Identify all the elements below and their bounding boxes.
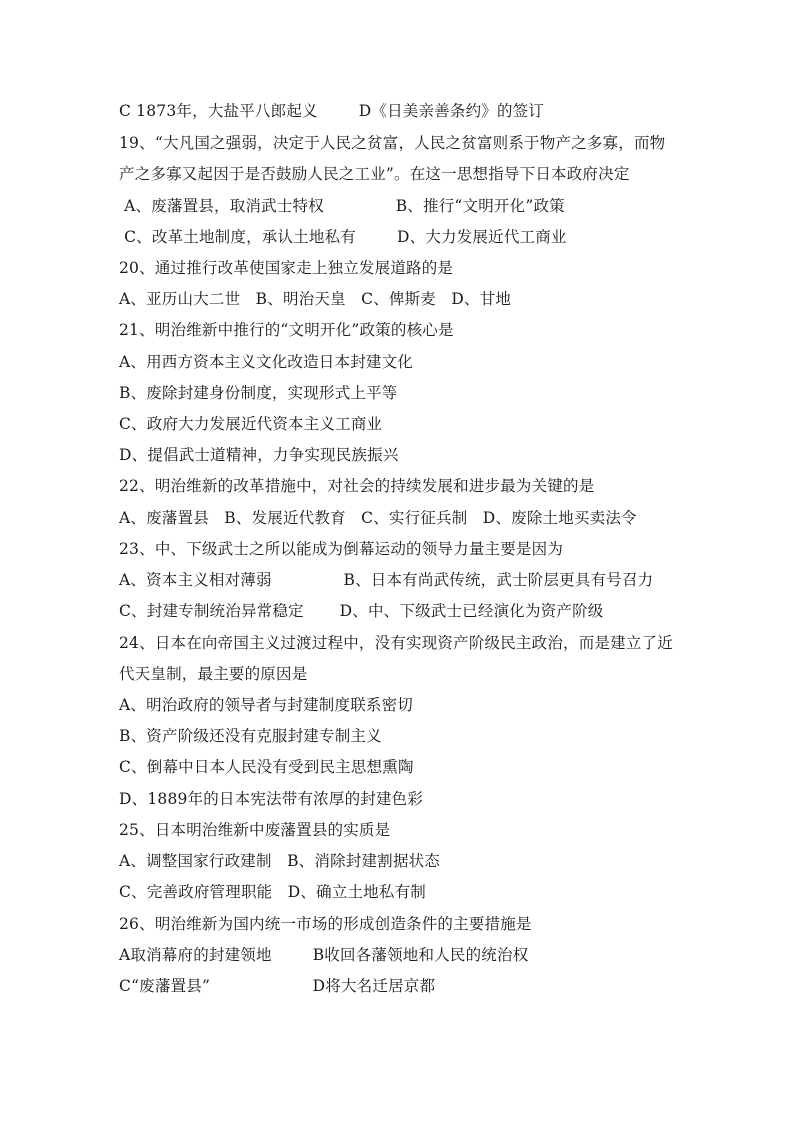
option-line: D、1889年的日本宪法带有浓厚的封建色彩	[119, 790, 424, 808]
option-line: A、亚历山大二世 B、明治天皇 C、俾斯麦 D、甘地	[119, 290, 512, 308]
option-line: D、提倡武士道精神，力争实现民族振兴	[119, 446, 399, 464]
text-line: C 1873年，大盐平八郎起义 D《日美亲善条约》的签订	[119, 102, 545, 120]
question-23: 23、中、下级武士之所以能成为倒幕运动的领导力量主要是因为	[119, 540, 564, 558]
question-25: 25、日本明治维新中废藩置县的实质是	[119, 821, 391, 839]
text-line: 产之多寡又起因于是否鼓励人民之工业”。在这一思想指导下日本政府决定	[119, 165, 630, 183]
question-26: 26、明治维新为国内统一市场的形成创造条件的主要措施是	[119, 915, 532, 933]
question-20: 20、通过推行改革使国家走上独立发展道路的是	[119, 259, 454, 277]
option-line: A取消幕府的封建领地 B收回各藩领地和人民的统治权	[119, 946, 529, 964]
option-line: B、废除封建身份制度，实现形式上平等	[119, 384, 398, 402]
text-line: 代天皇制，最主要的原因是	[119, 665, 308, 683]
option-line: A、废藩置县，取消武士特权 B、推行“文明开化”政策	[119, 197, 565, 215]
option-line: A、废藩置县 B、发展近代教育 C、实行征兵制 D、废除土地买卖法令	[119, 509, 637, 527]
option-line: A、调整国家行政建制 B、消除封建割据状态	[119, 852, 440, 870]
option-line: C、倒幕中日本人民没有受到民主思想熏陶	[119, 758, 414, 776]
option-line: A、资本主义相对薄弱 B、日本有尚武传统，武士阶层更具有号召力	[119, 571, 654, 589]
option-line: C“废藩置县” D将大名迁居京都	[119, 977, 436, 995]
question-22: 22、明治维新的改革措施中，对社会的持续发展和进步最为关键的是	[119, 477, 595, 495]
option-line: C、政府大力发展近代资本主义工商业	[119, 415, 383, 433]
question-24: 24、日本在向帝国主义过渡过程中，没有实现资产阶级民主政治，而是建立了近	[119, 634, 673, 652]
option-line: C、改革土地制度，承认土地私有 D、大力发展近代工商业	[119, 228, 567, 246]
question-21: 21、明治维新中推行的“文明开化”政策的核心是	[119, 321, 454, 339]
option-line: A、明治政府的领导者与封建制度联系密切	[119, 696, 413, 714]
option-line: A、用西方资本主义文化改造日本封建文化	[119, 353, 413, 371]
option-line: B、资产阶级还没有克服封建专制主义	[119, 727, 382, 745]
question-19: 19、“大凡国之强弱，决定于人民之贫富，人民之贫富则系于物产之多寡，而物	[119, 134, 666, 152]
option-line: C、封建专制统治异常稳定 D、中、下级武士已经演化为资产阶级	[119, 602, 604, 620]
option-line: C、完善政府管理职能 D、确立土地私有制	[119, 883, 426, 901]
